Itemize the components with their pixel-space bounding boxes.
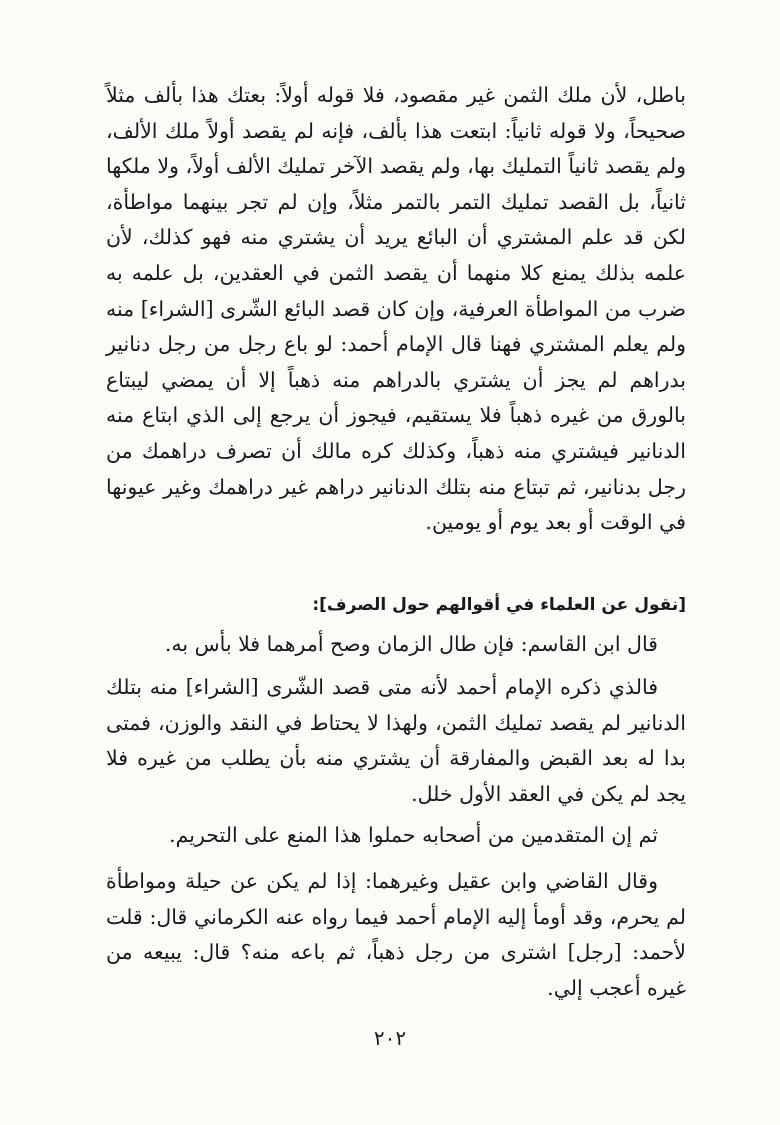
paragraph-3: فالذي ذكره الإمام أحمد لأنه متى قصد الشّرى [الشراء] منه بتلك الدنانير لم يقصد تمليك الثمن، ولهذا لا يحتاط في النقد والوزن، فمتى بدا له بعد القبض والمفارقة أن يشتري منه بأن يطلب من غيره فلا يجد لم يكن في العقد الأول خلل. — [106, 675, 686, 806]
section-heading: [نقول عن العلماء في أقوالهم حول الصرف]: — [312, 595, 686, 615]
page-number: ٢٠٢ — [373, 1026, 407, 1050]
paragraph-2: قال ابن القاسم: فإن طال الزمان وصح أمرهما فلا بأس به. — [164, 632, 658, 656]
paragraph-1: باطل، لأن ملك الثمن غير مقصود، فلا قوله أولاً: بعتك هذا بألف مثلاً صحيحاً، ولا قوله ثانياً: ابتعت هذا بألف، فإنه لم يقصد أولاً ملك الألف، ولم يقصد ثانياً التمليك بها، ولم يقصد الآخر تمليك الألف أولاً، ولا ملكها ثانياً، بل القصد تمليك التمر بالتمر مثلاً، وإن لم تجر بينهما مواطأة، لكن قد علم المشتري أن البائع يريد أن يشتري منه فهو كذلك، لأن علمه بذلك يمنع كلا منهما أن يقصد الثمن في العقدين، بل علمه به ضرب من المواطأة العرفية، وإن كان قصد البائع الشّرى [الشراء] منه ولم يعلم المشتري فهنا قال الإمام أحمد: لو باع رجل من رجل دنانير بدراهم لم يجز أن يشتري بالدراهم منه ذهباً إلا أن يمضي ليبتاع بالورق من غيره ذهباً فلا يستقيم، فيجوز أن يرجع إلى الذي ابتاع منه الدنانير فيشتري منه ذهباً، وكذلك كره مالك أن تصرف دراهمك من رجل بدنانير، ثم تبتاع منه بتلك الدنانير دراهم غير دراهمك وغير عيونها في الوقت أو بعد يوم أو يومين. — [106, 83, 686, 535]
paragraph-5: وقال القاضي وابن عقيل وغيرهما: إذا لم يكن عن حيلة ومواطأة لم يحرم، وقد أومأ إليه الإمام أحمد فيما رواه عنه الكرماني قال: قلت لأحمد: [رجل] اشترى من رجل ذهباً، ثم باعه منه؟ قال: يبيعه من غيره أعجب إلي. — [106, 869, 686, 1000]
paragraph-4: ثم إن المتقدمين من أصحابه حملوا هذا المنع على التحريم. — [169, 823, 658, 847]
